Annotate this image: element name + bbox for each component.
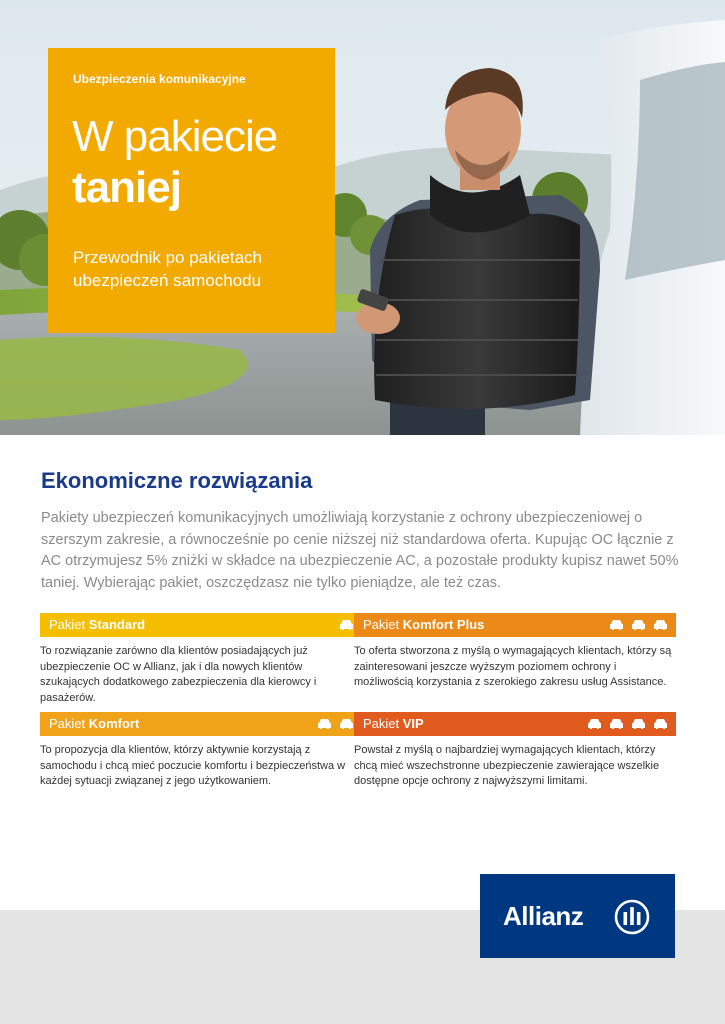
title-box-notch [275,301,335,333]
allianz-logo[interactable] [480,874,675,958]
section-title: Ekonomiczne rozwiązania [41,468,313,493]
car-icon [609,618,624,631]
car-icon [631,717,646,730]
hero-subtitle: Przewodnik po pakietach ubezpieczeń samochodu [73,248,263,290]
package-header [354,613,676,637]
car-icons [587,717,668,730]
package-komfort [40,712,362,790]
category-kicker: Ubezpieczenia komunikacyjne [73,72,246,86]
car-icon [653,618,668,631]
hero-title-line2: taniej [72,163,181,212]
package-vip [354,712,676,790]
hero-title-box [48,48,335,333]
allianz-eagle-icon [614,899,650,935]
car-icon [339,618,354,631]
package-description: To propozycja dla klientów, którzy aktywnie korzystają z samochodu i chcą mieć poczucie komfortu i bezpieczeństwa w każdej sytuacji związanej z jego użytkowaniem. [40,744,346,787]
car-icon [653,717,668,730]
hero-title-line1: W pakiecie [72,112,278,161]
package-name: Komfort Plus [402,617,485,632]
car-icon [631,618,646,631]
package-description: To rozwiązanie zarówno dla klientów posiadających już ubezpieczenie OC w Allianz, jak i dla nowych klientów szukających dodatkowego zabezpieczenia dla kierowcy i pasażerów. [40,645,317,704]
car-icons [317,717,354,730]
package-standard [40,613,362,706]
package-name: Standard [88,617,146,632]
package-header [354,712,676,736]
package-prefix: Pakiet [363,716,403,731]
package-name: VIP [402,716,424,731]
package-header [40,712,362,736]
car-icon [587,717,602,730]
package-name: Komfort [88,716,140,731]
package-header [40,613,362,637]
car-icons [339,618,354,631]
package-prefix: Pakiet [49,617,89,632]
package-description: To oferta stworzona z myślą o wymagających klientach, którzy są zainteresowani jeszcze wyższym poziomem ochrony i możliwością korzystania z szerokiego zakresu usług Assistance. [354,645,672,688]
package-description: Powstał z myślą o najbardziej wymagających klientach, którzy chcą mieć wszechstronne ubezpieczenie zawierające wszelkie dostępne opcje ochrony z najwyższymi limitami. [354,744,660,787]
section-intro: Pakiety ubezpieczeń komunikacyjnych umożliwiają korzystanie z ochrony ubezpieczeniowej o szerszym zakresie, a równocześnie po cenie niższej niż standardowa oferta. Kupując OC łącznie z AC otrzymujesz 5% zniżki w składce na ubezpieczenie AC, a pozostałe produkty kupisz nawet 50% taniej. Wybierając pakiet, oszczędzasz nie tylko pieniądze, ale też czas. [41,510,679,591]
car-icons [609,618,668,631]
car-icon [609,717,624,730]
package-prefix: Pakiet [49,716,89,731]
car-icon [339,717,354,730]
package-komfort-plus [354,613,676,691]
brand-name: Allianz [503,901,584,931]
package-prefix: Pakiet [363,617,403,632]
car-icon [317,717,332,730]
